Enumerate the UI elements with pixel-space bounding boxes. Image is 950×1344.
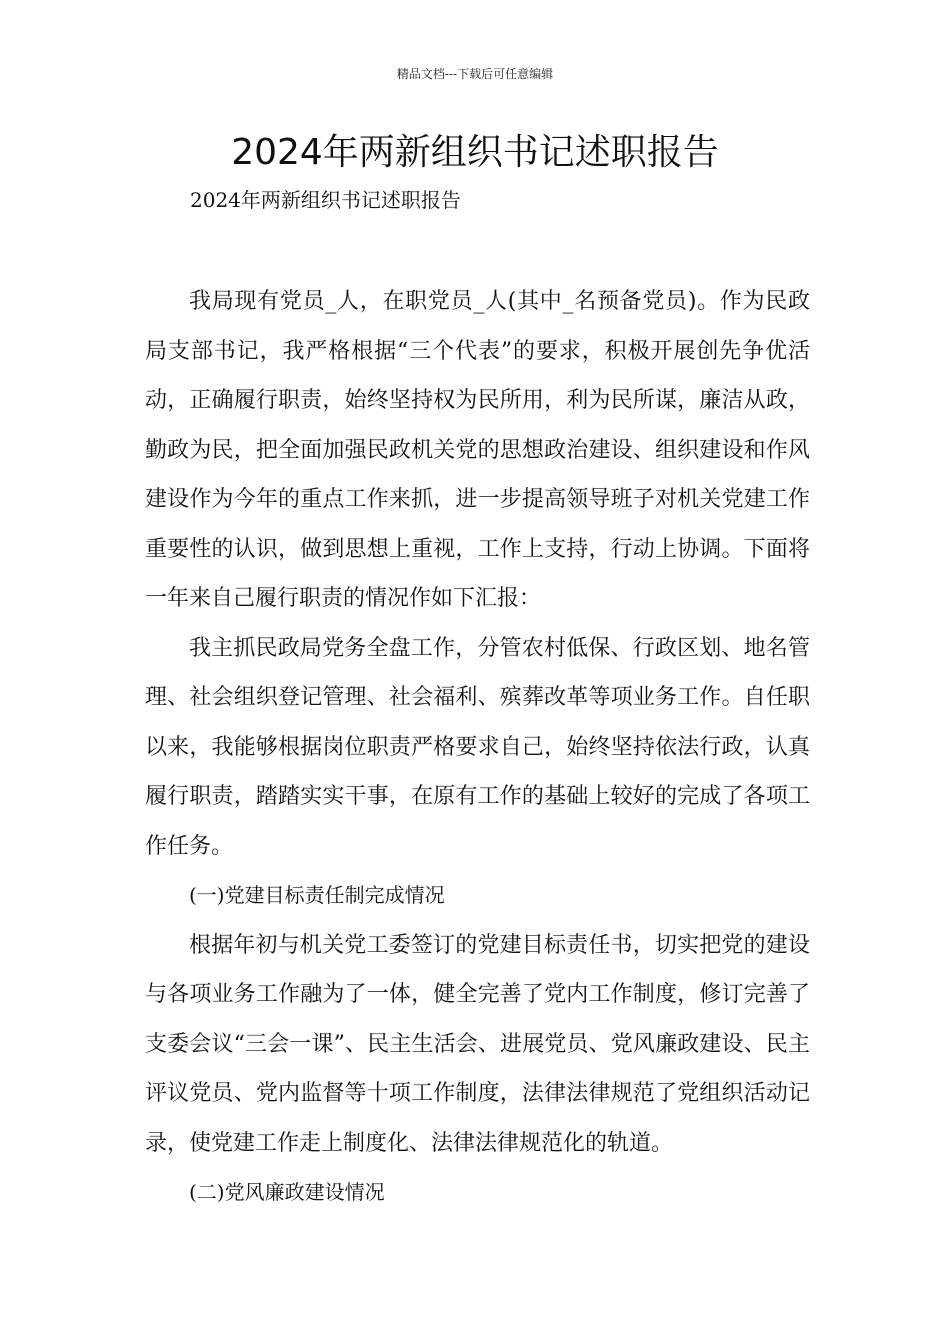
- document-title: 2024年两新组织书记述职报告: [231, 132, 719, 173]
- section-heading-party-building: (一)党建目标责任制完成情况: [189, 883, 445, 907]
- paragraph-intro: 我局现有党员_人，在职党员_人(其中_名预备党员)。作为民政局支部书记，我严格根据“三个代表”的要求，积极开展创先争优活动，正确履行职责，始终坚持权为民所用，利为民所谋，廉洁从政，勤政为民，把全面加强民政机关党的思想政治建设、组织建设和作风建设作为今年的重点工作来抓，进一步提高领导班子对机关党建工作重要性的认识，做到思想上重视，工作上支持，行动上协调。下面将一年来自己履行职责的情况作如下汇报：: [145, 289, 810, 611]
- paragraph-party-building: 根据年初与机关党工委签订的党建目标责任书，切实把党的建设与各项业务工作融为了一体，健全完善了党内工作制度，修订完善了支委会议“三会一课”、民主生活会、进展党员、党风廉政建设、民主评议党员、党内监督等十项工作制度，法律法律规范了党组织活动记录，使党建工作走上制度化、法律法律规范化的轨道。: [145, 932, 810, 1156]
- section-heading-integrity: (二)党风廉政建设情况: [189, 1180, 385, 1204]
- header-note: 精品文档---下载后可任意编辑: [396, 67, 554, 81]
- paragraph-responsibilities: 我主抓民政局党务全盘工作，分管农村低保、行政区划、地名管理、社会组织登记管理、社会福利、殡葬改革等项业务工作。自任职以来，我能够根据岗位职责严格要求自己，始终坚持依法行政，认真履行职责，踏踏实实干事，在原有工作的基础上较好的完成了各项工作任务。: [145, 635, 810, 859]
- document-body: [145, 277, 810, 1218]
- document-subtitle: 2024年两新组织书记述职报告: [190, 188, 461, 212]
